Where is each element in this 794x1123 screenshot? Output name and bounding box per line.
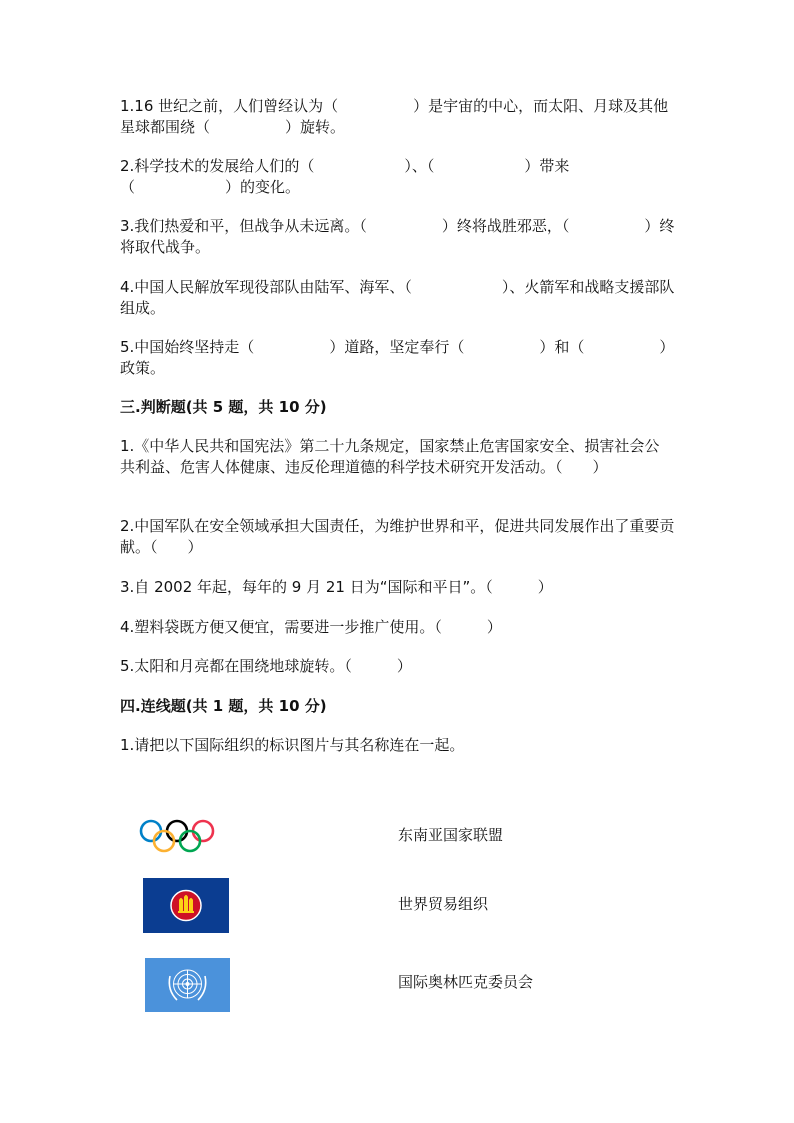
fill-blank-question-3: 3.我们热爱和平，但战争从未远离。（ ）终将战胜邪恶，（ ）终将取代战争。 <box>120 217 675 256</box>
section-title-judgement: 三.判断题(共 5 题，共 10 分) <box>120 398 327 416</box>
fill-blank-question-2: 2.科学技术的发展给人们的（ ）、（ ）带来（ ）的变化。 <box>120 157 570 196</box>
judgement-question-1: 1.《中华人民共和国宪法》第二十九条规定，国家禁止危害国家安全、损害社会公 共利益、危害人体健康、违反伦理道德的科学技术研究开发活动。（ ） <box>120 437 669 476</box>
fill-blank-question-1: 1.16 世纪之前，人们曾经认为（ ）是宇宙的中心，而太阳、月球及其他星球都围绕（ ）旋转。 <box>120 97 669 136</box>
judgement-question-4: 4.塑料袋既方便又便宜，需要进一步推广使用。（ ） <box>120 618 502 636</box>
org-name-ioc[interactable]: 国际奥林匹克委员会 <box>398 973 534 991</box>
org-name-wto[interactable]: 世界贸易组织 <box>398 895 489 913</box>
section-title-matching: 四.连线题(共 1 题，共 10 分) <box>120 697 327 715</box>
org-name-asean[interactable]: 东南亚国家联盟 <box>398 826 504 844</box>
un-flag-icon <box>145 958 230 1012</box>
judgement-question-3: 3.自 2002 年起，每年的 9 月 21 日为“国际和平日”。（ ） <box>120 578 553 596</box>
olympic-rings-icon <box>138 818 216 854</box>
asean-flag-icon <box>143 878 229 933</box>
matching-question: 1.请把以下国际组织的标识图片与其名称连在一起。 <box>120 736 465 754</box>
fill-blank-question-5: 5.中国始终坚持走（ ）道路，坚定奉行（ ）和（ ）政策。 <box>120 338 675 377</box>
fill-blank-question-4: 4.中国人民解放军现役部队由陆军、海军、（ ）、火箭军和战略支援部队组成。 <box>120 278 675 317</box>
judgement-question-5: 5.太阳和月亮都在围绕地球旋转。（ ） <box>120 657 412 675</box>
judgement-question-2: 2.中国军队在安全领域承担大国责任，为维护世界和平，促进共同发展作出了重要贡献。（ ） <box>120 517 675 556</box>
